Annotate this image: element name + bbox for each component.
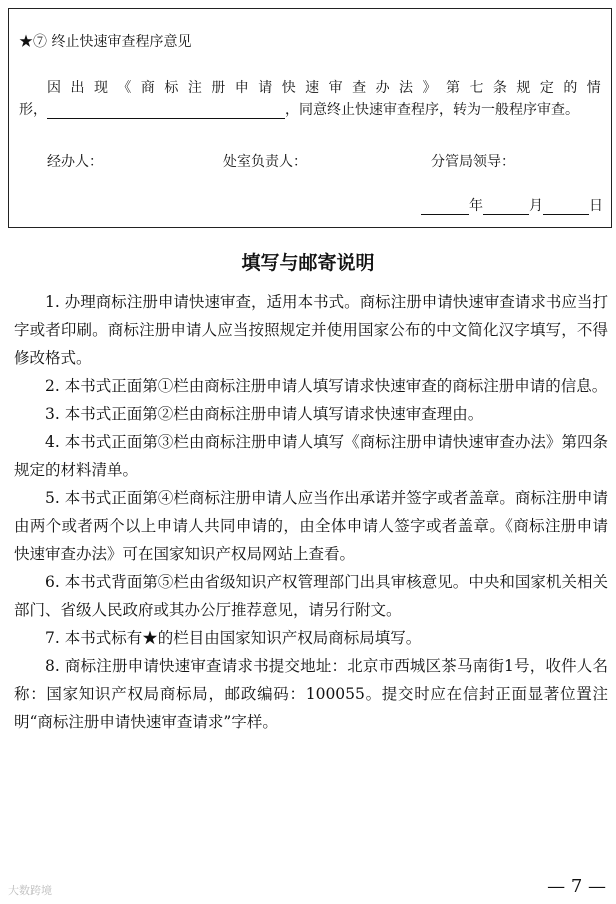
termination-opinion-box	[8, 8, 612, 228]
reason-blank-field[interactable]	[47, 104, 285, 119]
month-blank-field[interactable]	[483, 200, 529, 215]
year-blank-field[interactable]	[421, 200, 469, 215]
opinion-line-2: 形， ，同意终止快速审查程序，转为一般程序审查。	[19, 102, 579, 118]
watermark: 大数跨境	[8, 884, 52, 897]
termination-opinion-title: ★⑦ 终止快速审查程序意见	[19, 34, 192, 50]
opinion-line-1: 因 出 现 《 商 标 注 册 申 请 快 速 审 查 办 法 》 第 七 条 规 定 的 情	[47, 80, 601, 96]
instruction-item: 7. 本书式标有★的栏目由国家知识产权局商标局填写。	[45, 629, 422, 647]
bureau-leader-signature-label: 分管局领导：	[431, 154, 515, 170]
instruction-item: 2. 本书式正面第①栏由商标注册申请人填写请求快速审查的商标注册申请的信息。	[45, 377, 608, 395]
instruction-item: 6. 本书式背面第⑤栏由省级知识产权管理部门出具审核意见。中央和国家机关相关部门、省级人民政府或其办公厅推荐意见，请另行附文。	[14, 573, 608, 619]
instruction-item: 4. 本书式正面第③栏由商标注册申请人填写《商标注册申请快速审查办法》第四条规定的材料清单。	[14, 433, 608, 479]
instruction-item: 1. 办理商标注册申请快速审查，适用本书式。商标注册申请快速审查请求书应当打字或者印刷。商标注册申请人应当按照规定并使用国家公布的中文简化汉字填写，不得修改格式。	[14, 293, 608, 367]
instructions-list	[14, 288, 608, 736]
office-head-signature-label: 处室负责人：	[223, 154, 307, 170]
page-number: — 7 —	[547, 876, 606, 897]
instruction-item: 3. 本书式正面第②栏由商标注册申请人填写请求快速审查理由。	[45, 405, 484, 423]
instruction-item: 5. 本书式正面第④栏商标注册申请人应当作出承诺并签字或者盖章。商标注册申请由两个或者两个以上申请人共同申请的，由全体申请人签字或者盖章。《商标注册申请快速审查办法》可在国家知识产权局网站上查看。	[14, 489, 608, 563]
date-line: 年 月 日	[421, 195, 603, 215]
day-blank-field[interactable]	[543, 200, 589, 215]
instruction-item: 8. 商标注册申请快速审查请求书提交地址：北京市西城区茶马南街1号，收件人名称：国家知识产权局商标局，邮政编码：100055。提交时应在信封正面显著位置注明“商标注册申请快速审查请求”字样。	[14, 657, 608, 731]
instructions-title: 填写与邮寄说明	[241, 252, 375, 274]
handler-signature-label: 经办人：	[47, 154, 103, 170]
